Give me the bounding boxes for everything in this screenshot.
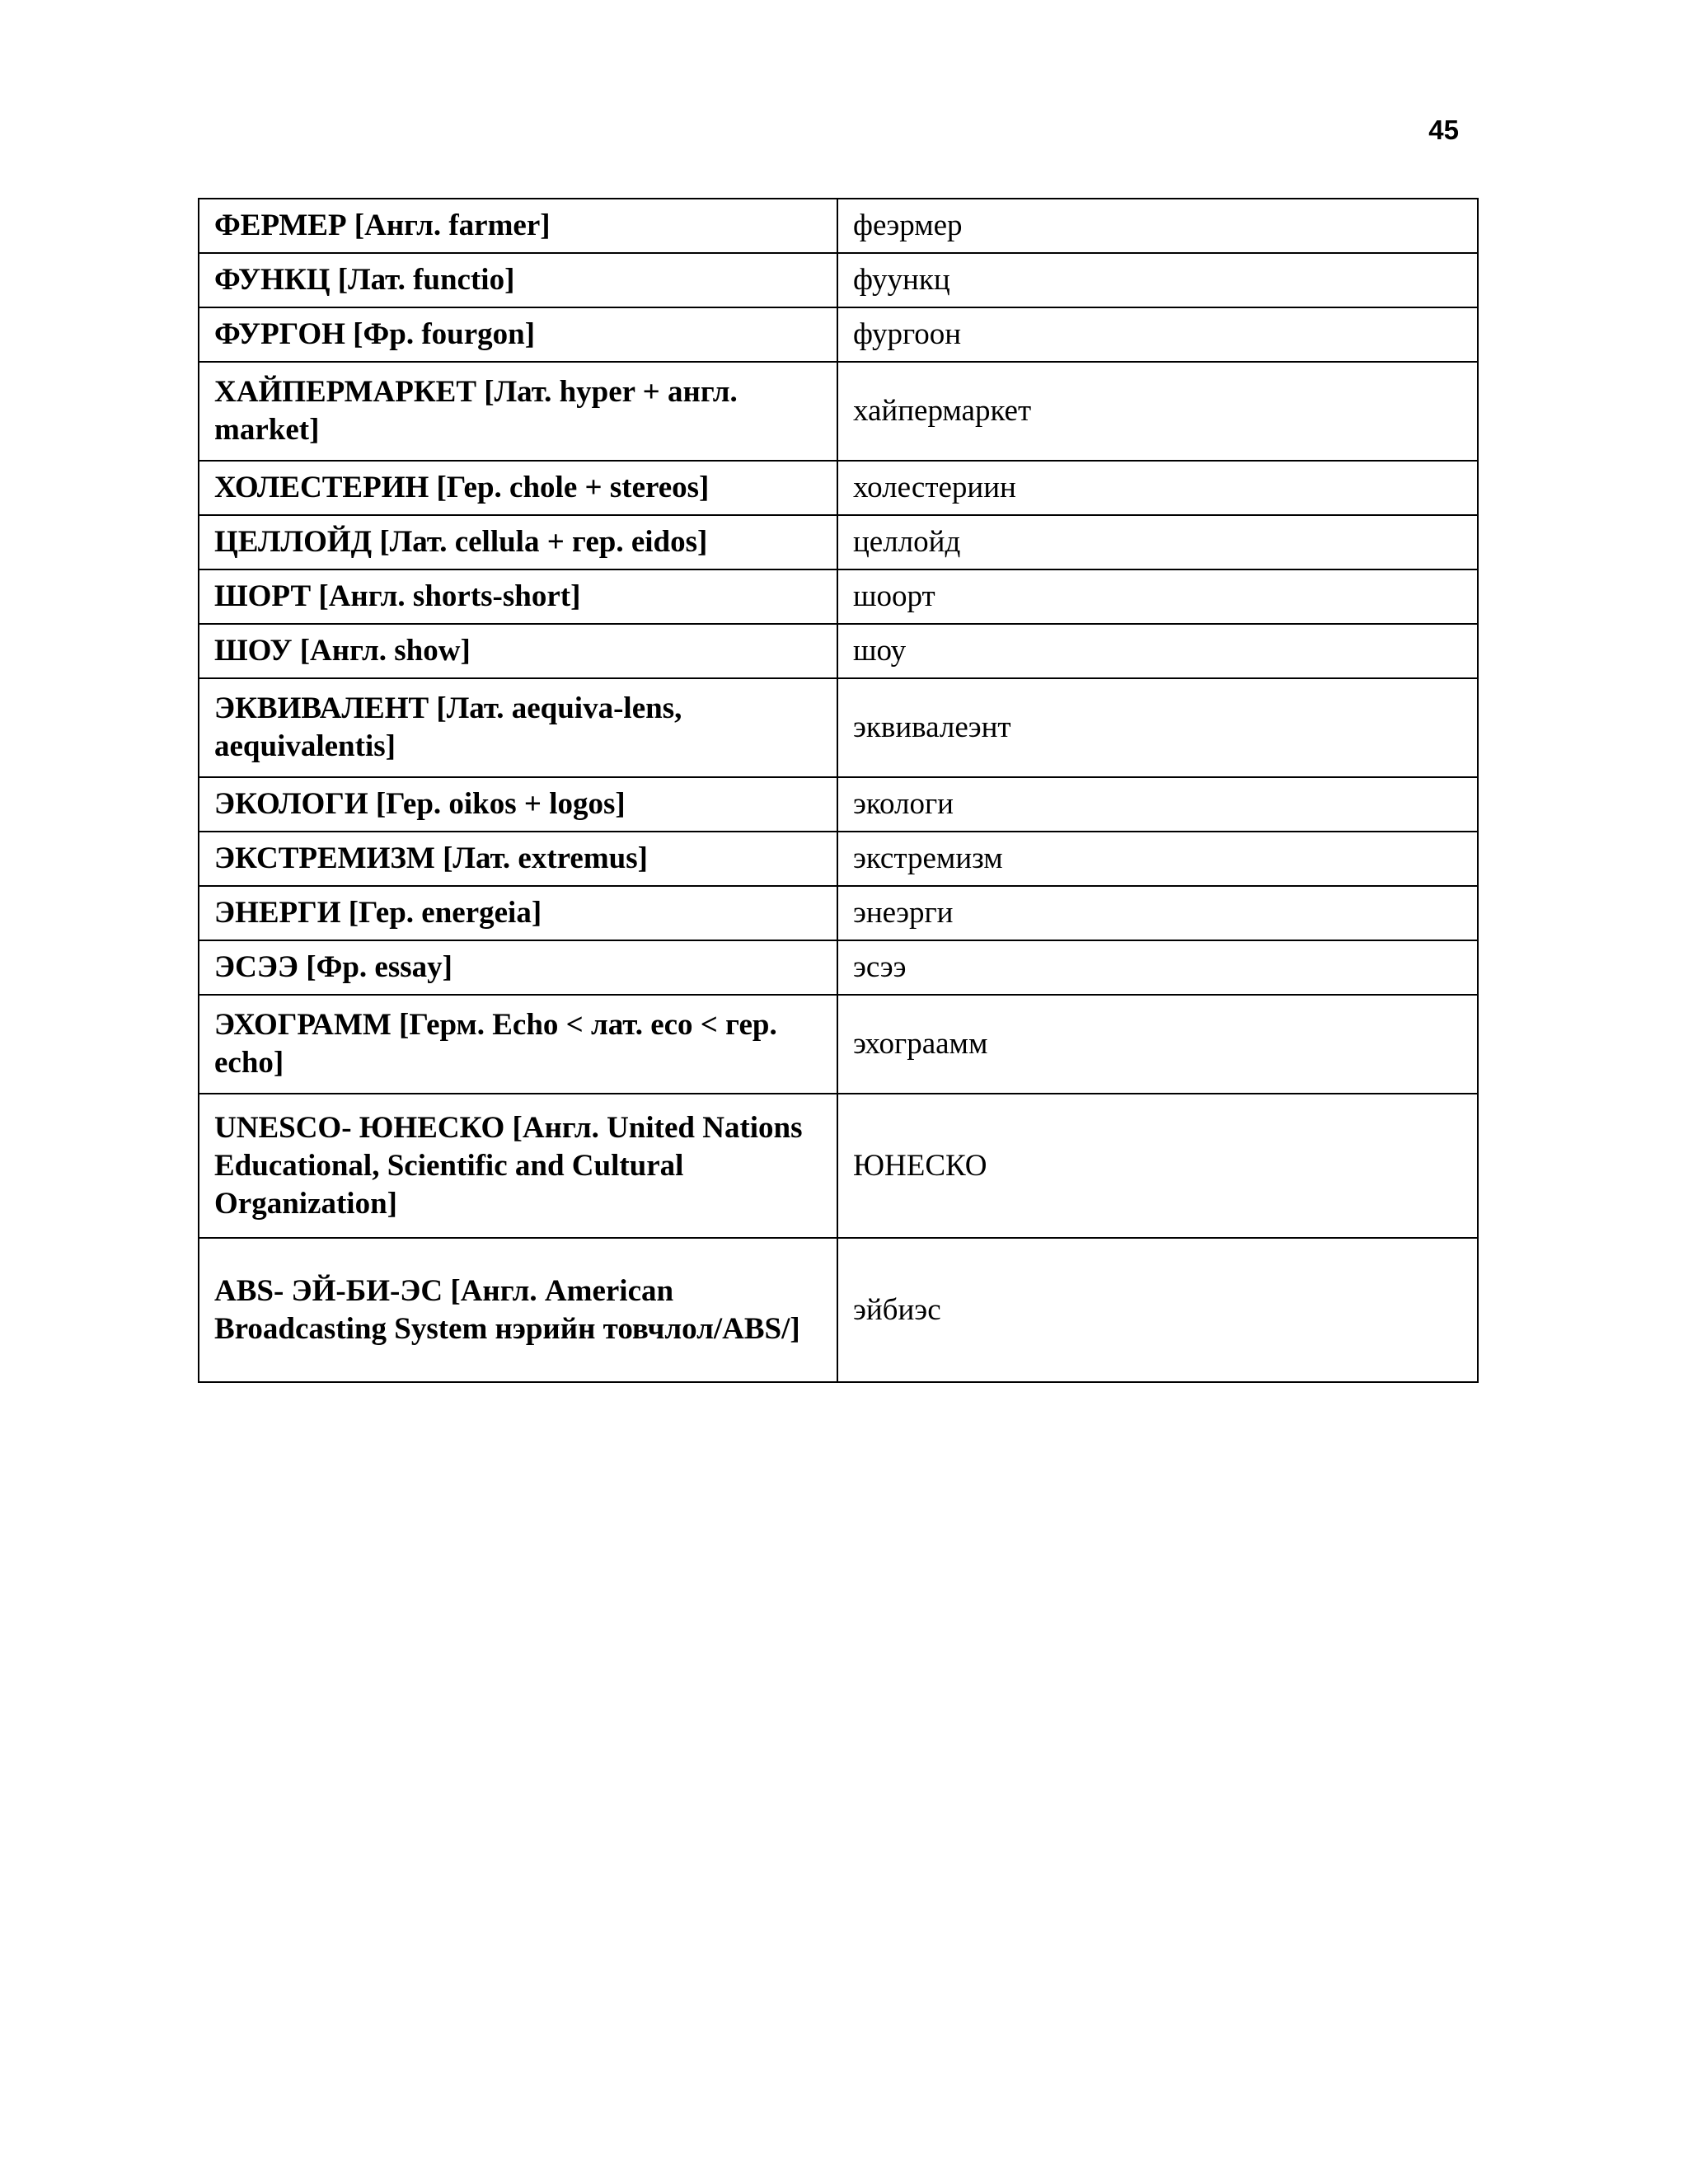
term-cell: ФУРГОН [Фр. fourgon] <box>199 307 837 362</box>
term-cell: UNESCO- ЮНЕСКО [Англ. United Nations Educational, Scientific and Cultural Organization] <box>199 1094 837 1238</box>
table-row <box>199 515 1478 569</box>
table-row <box>199 940 1478 995</box>
table-row <box>199 1094 1478 1238</box>
table-row <box>199 307 1478 362</box>
table-row <box>199 995 1478 1094</box>
term-cell: ЭКСТРЕМИЗМ [Лат. extremus] <box>199 832 837 886</box>
term-cell: ФУНКЦ [Лат. functio] <box>199 253 837 307</box>
term-cell: ЭНЕРГИ [Гер. energeia] <box>199 886 837 940</box>
term-cell: ЭСЭЭ [Фр. essay] <box>199 940 837 995</box>
translation-cell: ЮНЕСКО <box>837 1094 1478 1238</box>
table-row <box>199 1238 1478 1382</box>
table-row <box>199 461 1478 515</box>
table-row <box>199 569 1478 624</box>
table-row <box>199 253 1478 307</box>
translation-cell: экстремизм <box>837 832 1478 886</box>
term-cell: ШОРТ [Англ. shorts-short] <box>199 569 837 624</box>
translation-cell: эквивалеэнт <box>837 678 1478 777</box>
term-cell: ХАЙПЕРМАРКЕТ [Лат. hyper + англ. market] <box>199 362 837 461</box>
dictionary-table <box>198 198 1479 1383</box>
term-cell: ЭКВИВАЛЕНТ [Лат. aequiva-lens, aequivalentis] <box>199 678 837 777</box>
table-row <box>199 624 1478 678</box>
table-row <box>199 886 1478 940</box>
table-row <box>199 832 1478 886</box>
term-cell: ШОУ [Англ. show] <box>199 624 837 678</box>
term-cell: ЦЕЛЛОЙД [Лат. cellula + гер. eidos] <box>199 515 837 569</box>
table-row <box>199 777 1478 832</box>
translation-cell: холестериин <box>837 461 1478 515</box>
translation-cell: шоорт <box>837 569 1478 624</box>
translation-cell: фургоон <box>837 307 1478 362</box>
table-row <box>199 678 1478 777</box>
page-number: 45 <box>1428 115 1459 145</box>
term-cell: ФЕРМЕР [Англ. farmer] <box>199 199 837 253</box>
translation-cell: энеэрги <box>837 886 1478 940</box>
translation-cell: феэрмер <box>837 199 1478 253</box>
term-cell: ХОЛЕСТЕРИН [Гер. chole + stereos] <box>199 461 837 515</box>
translation-cell: шоу <box>837 624 1478 678</box>
table-row <box>199 362 1478 461</box>
translation-cell: эйбиэс <box>837 1238 1478 1382</box>
table-row <box>199 199 1478 253</box>
translation-cell: эхограамм <box>837 995 1478 1094</box>
term-cell: ЭКОЛОГИ [Гер. oikos + logos] <box>199 777 837 832</box>
translation-cell: эсээ <box>837 940 1478 995</box>
term-cell: ABS- ЭЙ-БИ-ЭС [Англ. American Broadcasting System нэрийн товчлол/ABS/] <box>199 1238 837 1382</box>
translation-cell: хайпермаркет <box>837 362 1478 461</box>
translation-cell: фуункц <box>837 253 1478 307</box>
translation-cell: целлойд <box>837 515 1478 569</box>
term-cell: ЭХОГРАММ [Герм. Echo < лат. eco < гер. echo] <box>199 995 837 1094</box>
translation-cell: экологи <box>837 777 1478 832</box>
